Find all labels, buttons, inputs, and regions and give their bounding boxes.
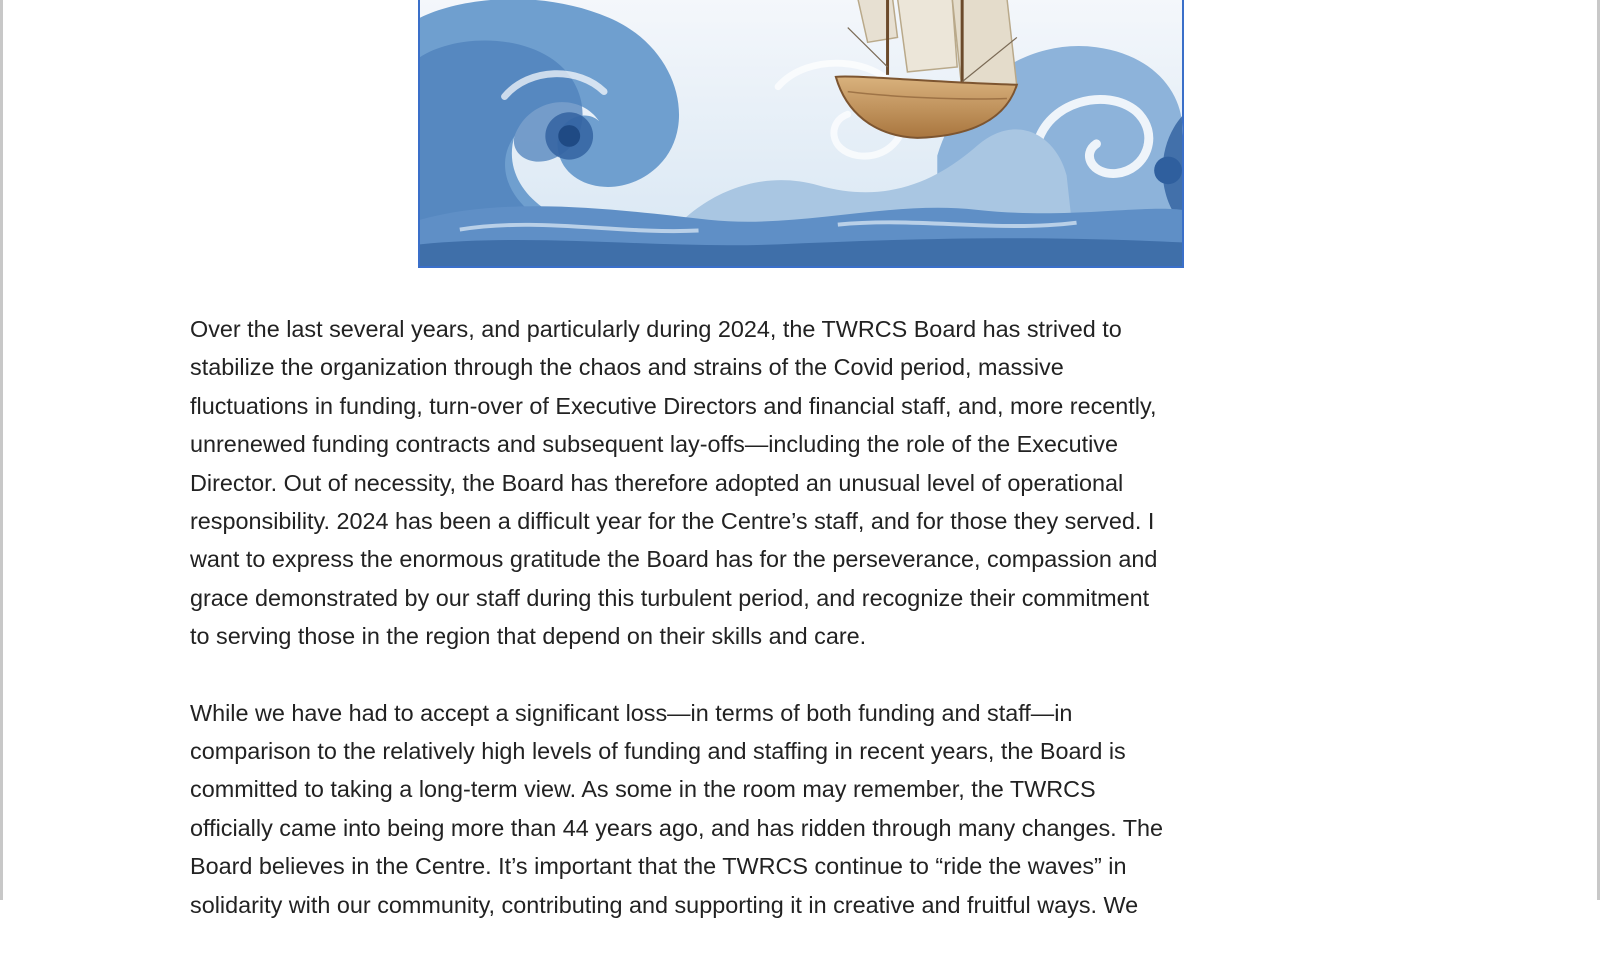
text-line: want to express the enormous gratitude the Board has for the perseverance, compassion and bbox=[190, 546, 1158, 573]
text-line: officially came into being more than 44 years ago, and has ridden through many changes. The bbox=[190, 814, 1164, 841]
text-line: fluctuations in funding, turn-over of Executive Directors and financial staff, and, more recently, bbox=[190, 392, 1157, 419]
text-line: grace demonstrated by our staff during this turbulent period, and recognize their commitment bbox=[190, 584, 1150, 611]
paragraph-1 bbox=[190, 310, 1420, 656]
text-line: comparison to the relatively high levels of funding and staffing in recent years, the Board is bbox=[190, 738, 1126, 765]
text-line: responsibility. 2024 has been a difficult year for the Centre’s staff, and for those they served. I bbox=[190, 508, 1155, 535]
text-line: While we have had to accept a significant loss—in terms of both funding and staff—in bbox=[190, 699, 1073, 726]
page-border-left bbox=[0, 0, 3, 900]
ship-waves-image bbox=[420, 0, 1182, 266]
text-line: committed to taking a long-term view. As some in the room may remember, the TWRCS bbox=[190, 776, 1096, 803]
text-line: Board believes in the Centre. It’s important that the TWRCS continue to “ride the waves” in bbox=[190, 853, 1127, 880]
document-body bbox=[190, 310, 1420, 962]
ship-on-waves-illustration bbox=[418, 0, 1184, 268]
text-line: to serving those in the region that depend on their skills and care. bbox=[190, 623, 867, 650]
text-line: unrenewed funding contracts and subsequent lay-offs—including the role of the Executive bbox=[190, 431, 1118, 458]
text-line: solidarity with our community, contributing and supporting it in creative and fruitful ways. We bbox=[190, 891, 1139, 918]
text-line: Director. Out of necessity, the Board has therefore adopted an unusual level of operational bbox=[190, 469, 1124, 496]
paragraph-2 bbox=[190, 694, 1420, 924]
text-line: stabilize the organization through the chaos and strains of the Covid period, massive bbox=[190, 354, 1064, 381]
text-line: Over the last several years, and particularly during 2024, the TWRCS Board has strived to bbox=[190, 316, 1122, 342]
